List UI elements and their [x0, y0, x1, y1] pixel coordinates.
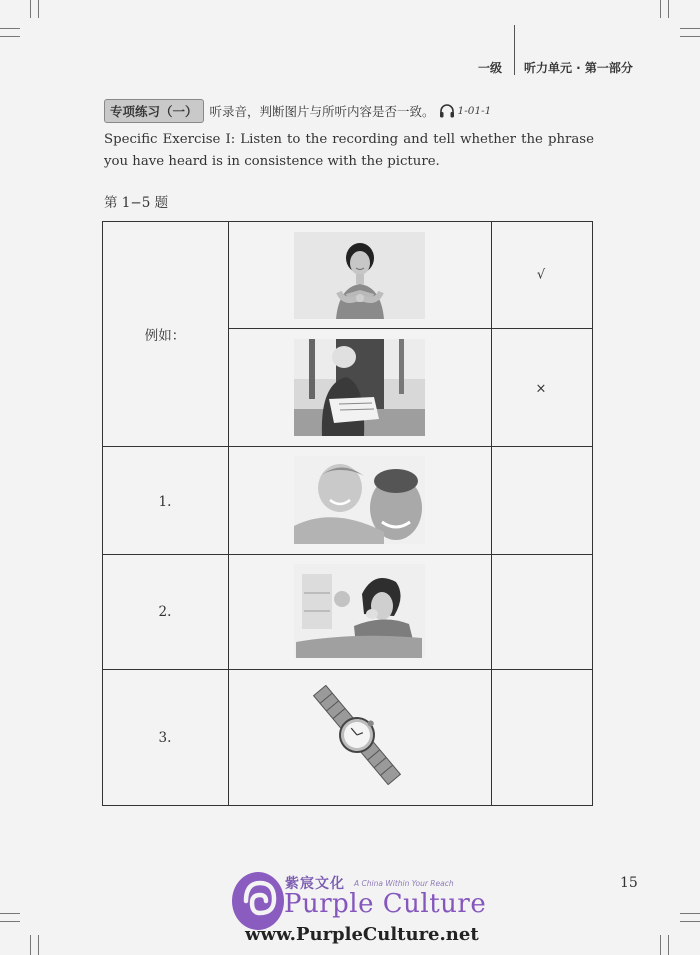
exercise-heading: [104, 100, 491, 122]
purple-culture-logo-icon: [230, 869, 286, 931]
father-son-photo: [294, 456, 425, 544]
watermark-slogan: A China Within Your Reach: [354, 879, 454, 888]
table-line: [592, 221, 593, 806]
crop-mark: [668, 935, 669, 955]
table-line: [102, 805, 593, 806]
table-line: [102, 554, 593, 555]
example-label: 例如：: [144, 328, 186, 344]
table-line: [102, 446, 593, 447]
crop-mark: [0, 913, 20, 914]
crop-mark: [660, 935, 661, 955]
question-number: 1.: [158, 494, 172, 510]
audio-track-code: 1-01-1: [457, 105, 492, 117]
crop-mark: [0, 36, 20, 37]
crop-mark: [38, 0, 39, 18]
crop-mark: [680, 28, 700, 29]
crop-mark: [0, 28, 20, 29]
exercise-tag: 专项练习（一）: [104, 99, 204, 123]
watermark-name: Purple Culture: [284, 889, 487, 919]
crop-mark: [38, 935, 39, 955]
watermark: [230, 865, 490, 950]
question-range: 第 1−5 题: [104, 195, 169, 211]
woman-greeting-photo: [294, 232, 425, 319]
crop-mark: [660, 0, 661, 18]
woman-coughing-photo: [294, 564, 425, 658]
table-line: [228, 221, 229, 806]
headphones-icon[interactable]: [439, 103, 455, 119]
table-line: [102, 221, 103, 806]
elderly-man-reading-photo: [294, 339, 425, 436]
crop-mark: [680, 913, 700, 914]
crop-mark: [668, 0, 669, 18]
instruction-english: Specific Exercise I: Listen to the recording and tell whether the phrase you have heard is in consistence with the picture.: [104, 132, 594, 169]
header-unit: 听力单元 · 第一部分: [524, 61, 633, 75]
instruction-chinese: 听录音，判断图片与所听内容是否一致。: [209, 104, 435, 119]
question-number: 3.: [158, 730, 172, 746]
header-level: 一级: [478, 61, 503, 75]
question-number: 2.: [158, 604, 172, 620]
table-line: [102, 669, 593, 670]
crop-mark: [30, 0, 31, 18]
watermark-chinese: 紫宸文化: [285, 876, 345, 892]
crop-mark: [30, 935, 31, 955]
table-line: [102, 221, 593, 222]
crop-mark: [0, 921, 20, 922]
watermark-url[interactable]: www.PurpleCulture.net: [245, 924, 479, 945]
page-number: 15: [620, 875, 638, 891]
example-answer-incorrect: ×: [535, 381, 547, 397]
wristwatch-photo: [305, 685, 410, 785]
example-answer-correct: √: [536, 267, 546, 283]
crop-mark: [680, 36, 700, 37]
table-line: [491, 221, 492, 806]
header-divider: [514, 25, 515, 75]
crop-mark: [680, 921, 700, 922]
table-line: [228, 328, 593, 329]
